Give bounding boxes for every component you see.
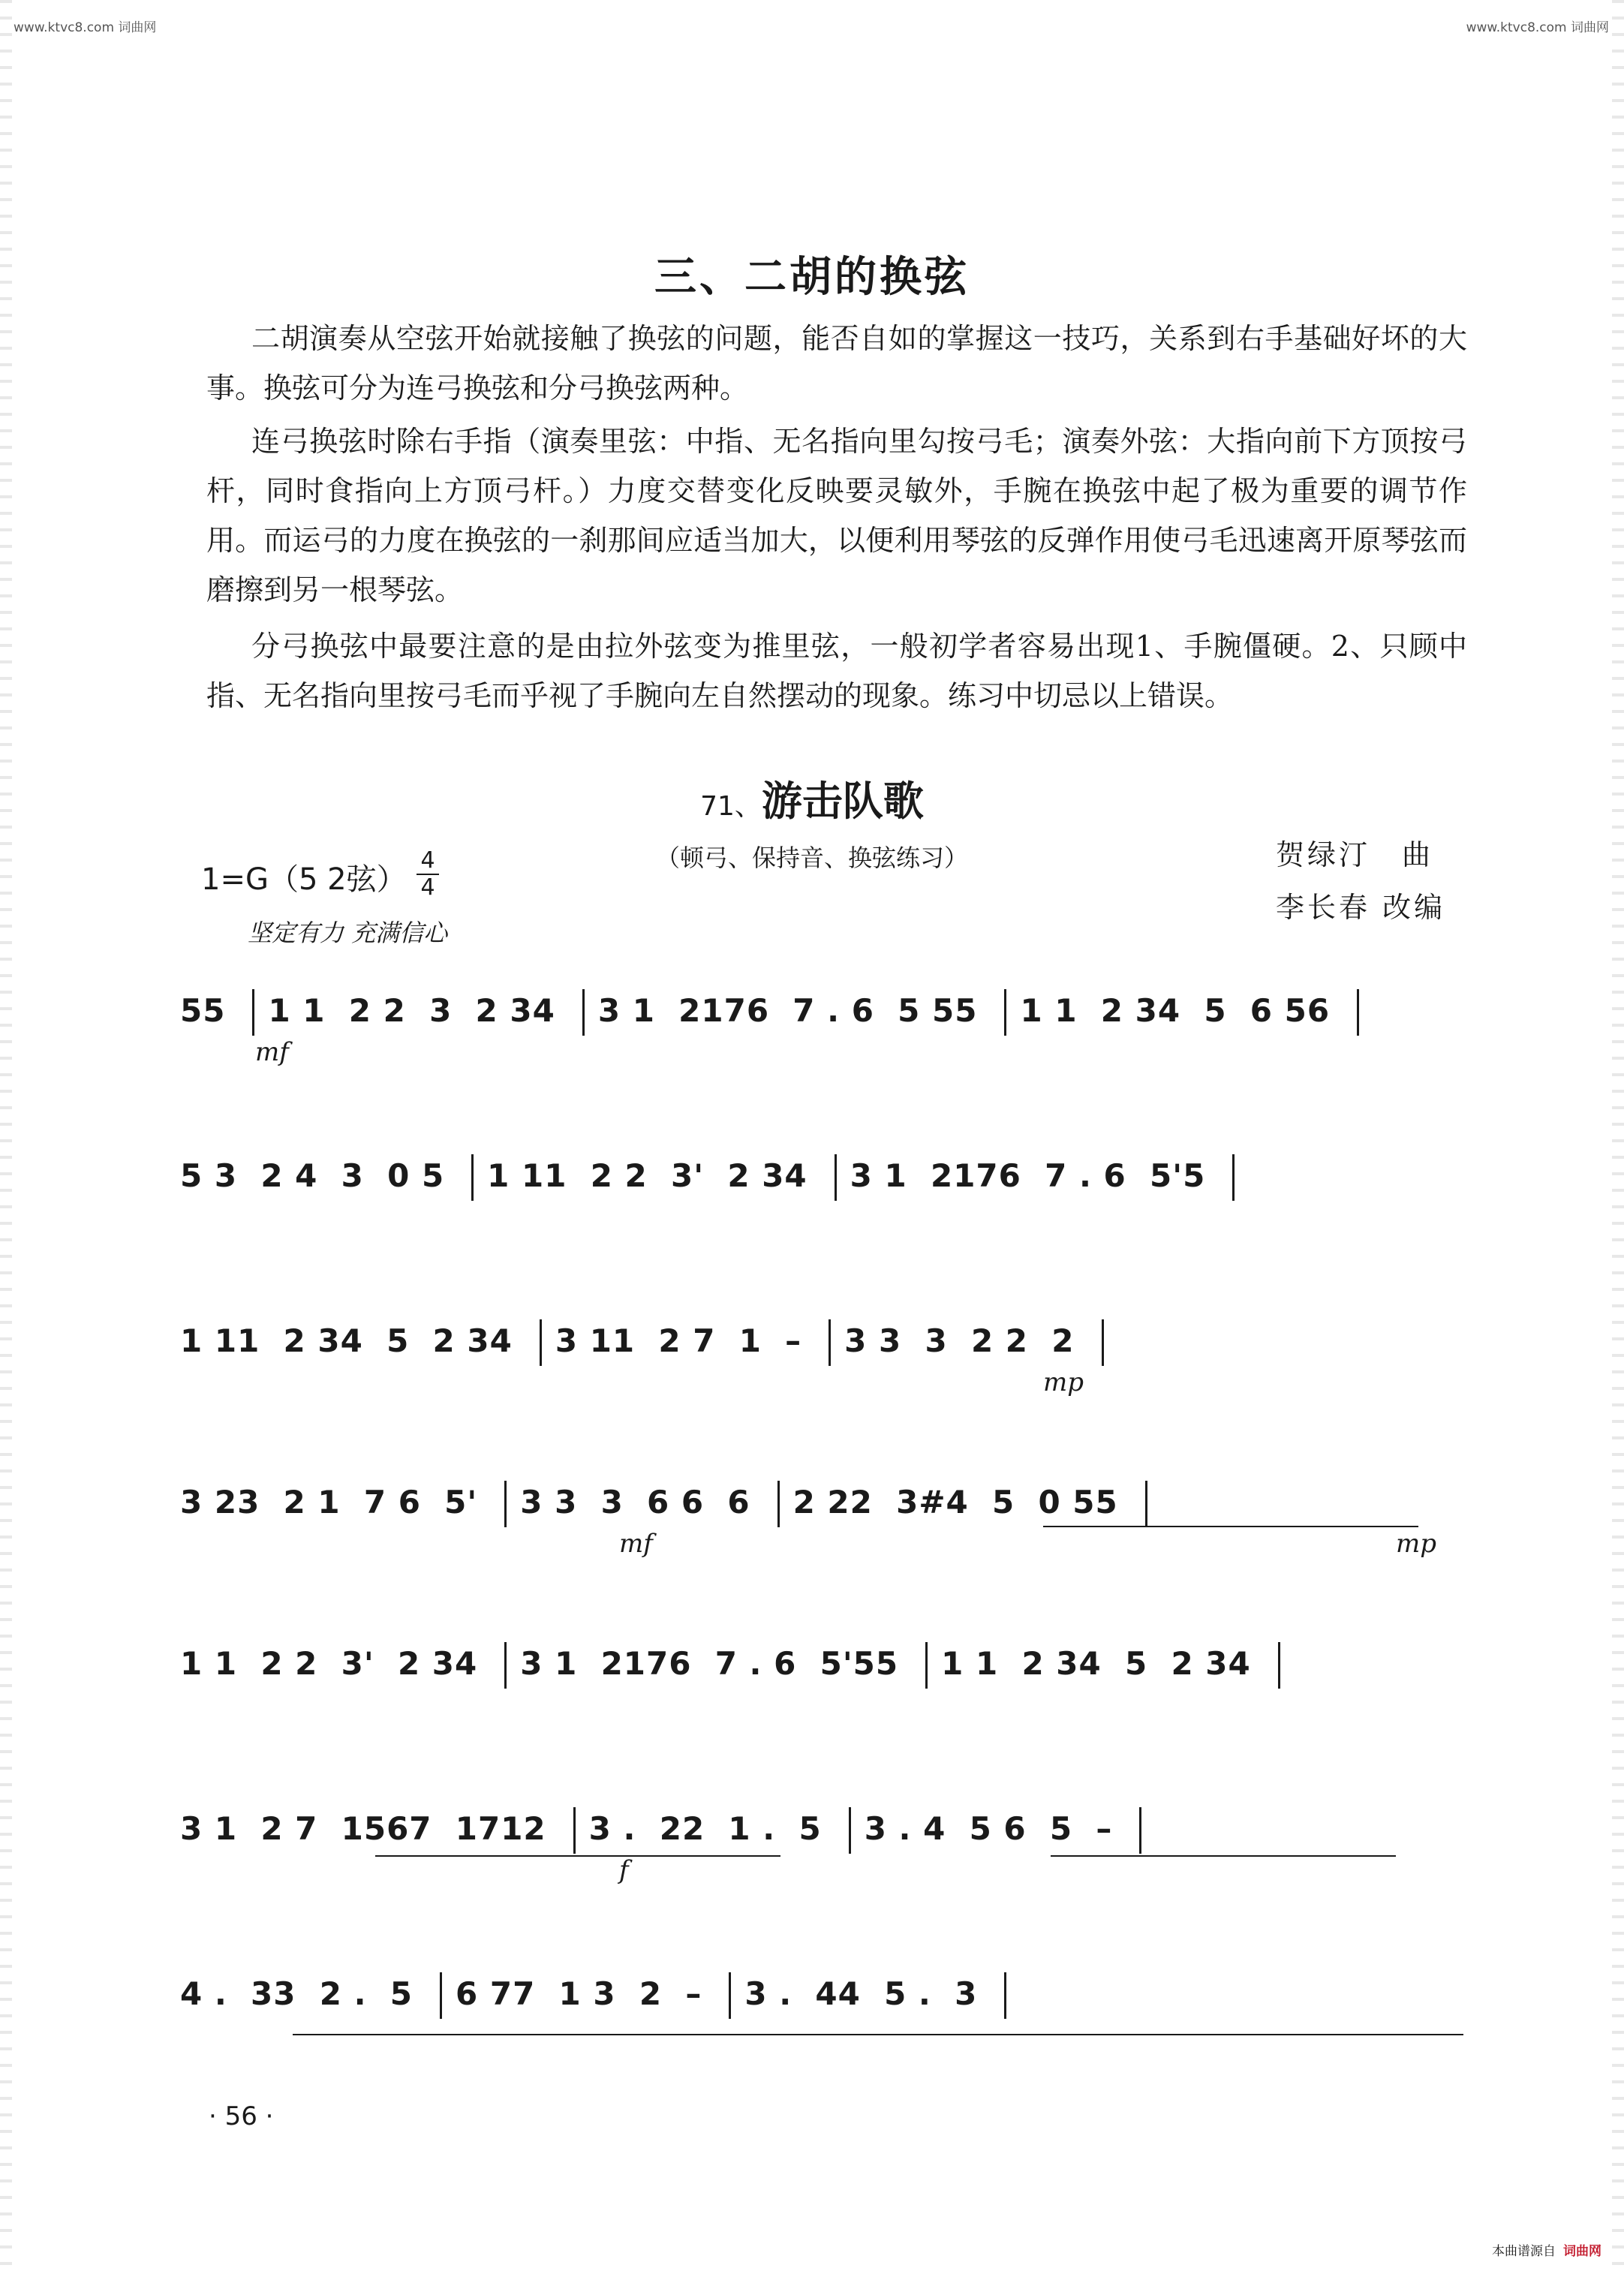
barline [1357,989,1359,1036]
barline [849,1807,851,1854]
decrescendo-hairpin [1051,1855,1396,1857]
barline [777,1481,780,1527]
composer-credit: 贺绿汀 曲 [1276,838,1434,871]
section-title: 三、二胡的换弦 [654,253,970,302]
barline [835,1154,837,1201]
tempo-marking: 坚定有力 充满信心 [248,919,448,947]
song-number: 71、 [700,791,762,822]
footer-credit [1492,2240,1601,2259]
footer-text: 本曲谱源自 [1492,2244,1556,2259]
score-bar: 6 77 1 3 2 – [456,1975,702,2012]
dynamic-marking: mp [1396,1529,1437,1559]
time-top: 4 [420,847,435,874]
right-scan-strip [1612,0,1624,2271]
score-bar: 55 [180,991,226,1029]
score-bar: 5 3 2 4 3 0 5 [180,1157,445,1194]
song-subtitle: （顿弓、保持音、换弦练习） [655,844,968,872]
score-bar: 3 3 3 6 6 6 [520,1483,750,1521]
decrescendo-hairpin [1043,2034,1463,2035]
score-row-6 [180,1786,1471,1899]
score-row-7 [180,1951,1471,2064]
key-signature: 1=G（5 2弦） [201,862,407,897]
song-title [0,769,1624,827]
barline [1004,1972,1006,2019]
barline [1278,1642,1280,1689]
score-bar: 1 1 2 2 3 2 34 [268,991,555,1029]
score-line [180,989,1471,1036]
score-line [180,1642,1471,1689]
paragraph-3: 分弓换弦中最要注意的是由拉外弦变为推里弦，一般初学者容易出现1、手腕僵硬。2、只顾中指、无名指向里按弓毛而乎视了手腕向左自然摆动的现象。练习中切忌以上错误。 [206,630,1467,712]
dynamic-marking: mf [255,1037,289,1067]
score-line [180,1972,1471,2019]
score-bar: 1 11 2 34 5 2 34 [180,1322,513,1359]
score-bar: 1 1 2 2 3' 2 34 [180,1644,478,1682]
score-row-4 [180,1460,1471,1572]
score-bar: 3 23 2 1 7 6 5' [180,1483,478,1521]
time-bottom: 4 [420,874,435,901]
barline [829,1319,831,1366]
score-bar: 3 1 2 7 1567 1712 [180,1809,546,1847]
barline [1102,1319,1104,1366]
score-line [180,1154,1471,1201]
paragraph-1: 二胡演奏从空弦开始就接触了换弦的问题，能否自如的掌握这一技巧，关系到右手基础好坏的大事。换弦可分为连弓换弦和分弓换弦两种。 [206,322,1467,405]
barline [440,1972,442,2019]
barline [573,1807,576,1854]
score-line [180,1481,1471,1527]
barline [471,1154,474,1201]
barline [582,989,585,1036]
score-bar: 3 . 22 1 . 5 [588,1809,822,1847]
score-line [180,1319,1471,1366]
score-bar: 4 . 33 2 . 5 [180,1975,414,2012]
barline [540,1319,542,1366]
barline [252,989,254,1036]
paragraph-2: 连弓换弦时除右手指（演奏里弦：中指、无名指向里勾按弓毛；演奏外弦：大指向前下方顶按弓杆，同时食指向上方顶弓杆。）力度交替变化反映要灵敏外，手腕在换弦中起了极为重要的调节作用。而运弓的力度在换弦的一刹那间应适当加大，以便利用琴弦的反弹作用使弓毛迅速离开原琴弦而磨擦到另一根琴弦。 [206,425,1467,606]
crescendo-hairpin [375,1855,780,1857]
barline [925,1642,928,1689]
score-bar: 3 1 2176 7 . 6 5'5 [850,1157,1206,1194]
score-line [180,1807,1471,1854]
dynamic-marking: mp [1043,1367,1084,1397]
dynamic-marking: f [619,1855,629,1885]
crescendo-hairpin [293,2034,1171,2035]
arranger-credit: 李长春 改编 [1276,891,1446,924]
barline [1232,1154,1235,1201]
crescendo-hairpin [1043,1526,1418,1527]
page-number: · 56 · [209,2101,274,2131]
barline [1139,1807,1141,1854]
score-bar: 1 11 2 2 3' 2 34 [487,1157,807,1194]
barline [1004,989,1006,1036]
score-row-3 [180,1298,1471,1411]
time-signature [417,847,439,901]
barline [729,1972,731,2019]
score-row-5 [180,1621,1471,1734]
watermark-left: www.ktvc8.com 词曲网 [14,20,157,35]
left-scan-strip [0,0,12,2271]
watermark-right: www.ktvc8.com 词曲网 [1466,20,1609,35]
score-bar: 2 22 3#4 5 0 55 [792,1483,1118,1521]
footer-brand: 词曲网 [1563,2244,1601,2259]
song-name: 游击队歌 [761,778,924,825]
dynamic-marking: mf [619,1529,653,1559]
score-bar: 3 11 2 7 1 – [555,1322,802,1359]
score-row-2 [180,1133,1471,1246]
score-bar: 3 3 3 2 2 2 [844,1322,1075,1359]
score-bar: 1 1 2 34 5 6 56 [1020,991,1331,1029]
barline [1145,1481,1147,1527]
score-bar: 3 . 4 5 6 5 – [864,1809,1113,1847]
score-bar: 1 1 2 34 5 2 34 [941,1644,1251,1682]
barline [504,1481,507,1527]
score-bar: 3 . 44 5 . 3 [744,1975,978,2012]
score-bar: 3 1 2176 7 . 6 5 55 [597,991,978,1029]
score-row-1 [180,968,1471,1081]
score-bar: 3 1 2176 7 . 6 5'55 [520,1644,899,1682]
barline [504,1642,507,1689]
